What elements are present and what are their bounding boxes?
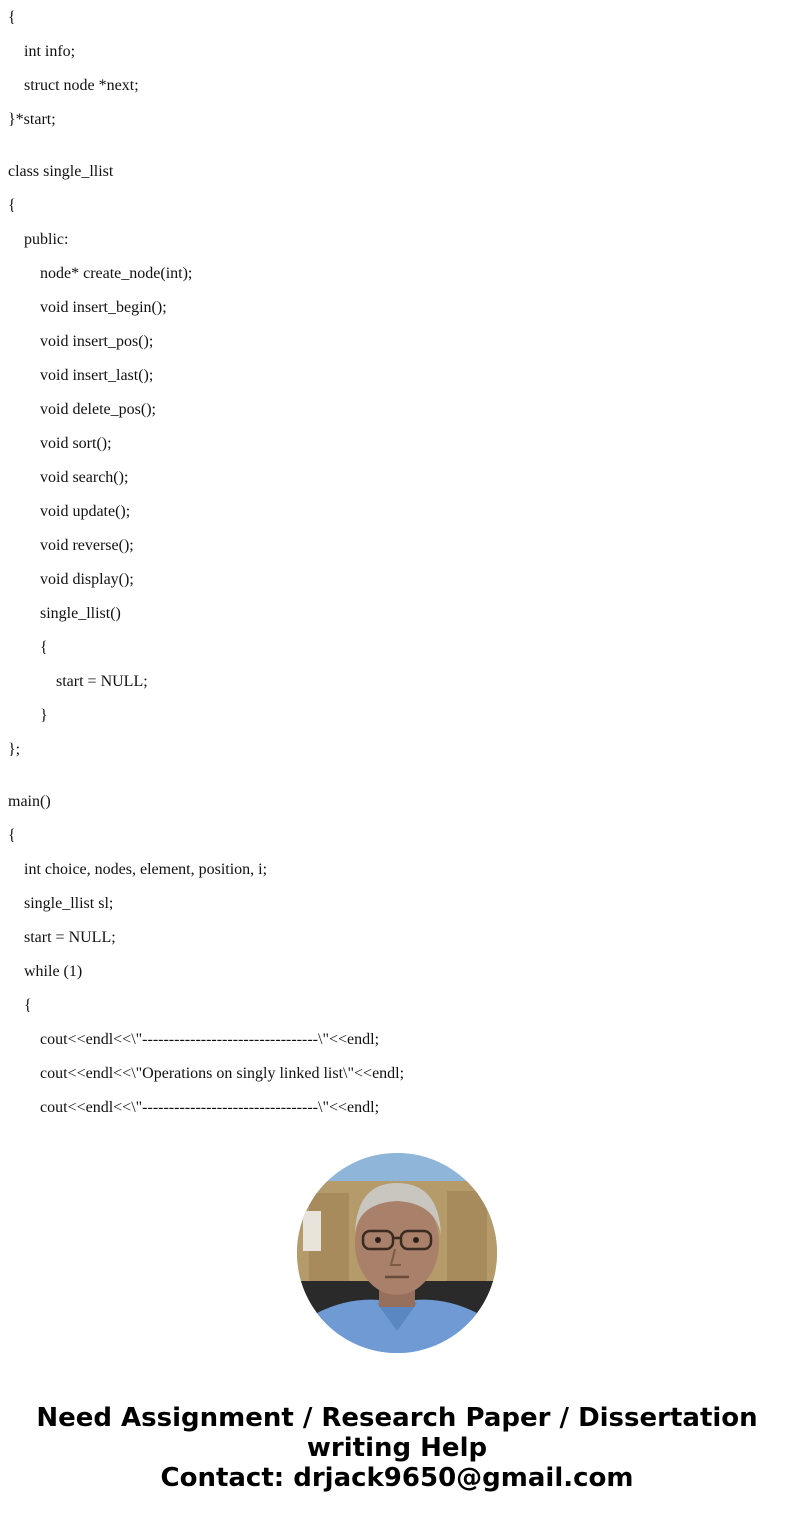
code-listing <box>8 0 404 1122</box>
footer-contact-email: Contact: drjack9650@gmail.com <box>160 1463 634 1493</box>
code-line: void search(); <box>40 469 129 486</box>
code-line: void update(); <box>40 503 131 520</box>
author-avatar <box>297 1153 497 1353</box>
code-line: class single_llist <box>8 163 114 180</box>
footer-headline: Need Assignment / Research Paper / Dissertation <box>36 1403 758 1433</box>
footer-subheadline: writing Help <box>306 1433 488 1463</box>
code-line: }; <box>8 741 21 758</box>
code-line: node* create_node(int); <box>40 265 193 282</box>
code-line: { <box>8 9 16 26</box>
block-gap <box>8 775 404 793</box>
code-line: main() <box>8 793 51 810</box>
code-line: cout<<endl<<\"Operations on singly linked list\"<<endl; <box>40 1065 405 1082</box>
code-line: single_llist sl; <box>24 895 114 912</box>
code-line: void insert_last(); <box>40 367 154 384</box>
code-line: }*start; <box>8 111 56 128</box>
code-line: void display(); <box>40 571 134 588</box>
code-line: void sort(); <box>40 435 112 452</box>
code-line: cout<<endl<<\"---------------------------------\"<<endl; <box>40 1031 380 1048</box>
code-line: start = NULL; <box>56 673 148 690</box>
block-gap <box>8 145 404 163</box>
code-line: int choice, nodes, element, position, i; <box>24 861 268 878</box>
code-line: struct node *next; <box>24 77 139 94</box>
code-line: public: <box>24 231 69 248</box>
main-function-block <box>8 793 404 1117</box>
code-line: cout<<endl<<\"---------------------------------\"<<endl; <box>40 1099 380 1116</box>
code-line: { <box>40 639 48 656</box>
code-line: start = NULL; <box>24 929 116 946</box>
struct-node-block <box>8 0 404 129</box>
code-line: void insert_pos(); <box>40 333 154 350</box>
code-line: } <box>40 707 48 724</box>
contact-footer <box>0 1403 794 1493</box>
code-line: void delete_pos(); <box>40 401 156 418</box>
author-photo-icon <box>297 1153 497 1353</box>
code-line: int info; <box>24 43 76 60</box>
code-line: void reverse(); <box>40 537 134 554</box>
code-line: { <box>24 997 32 1014</box>
class-single-llist-block <box>8 163 404 759</box>
code-line: while (1) <box>24 963 83 980</box>
code-line: { <box>8 827 16 844</box>
code-line: single_llist() <box>40 605 121 622</box>
code-line: { <box>8 197 16 214</box>
code-line: void insert_begin(); <box>40 299 167 316</box>
